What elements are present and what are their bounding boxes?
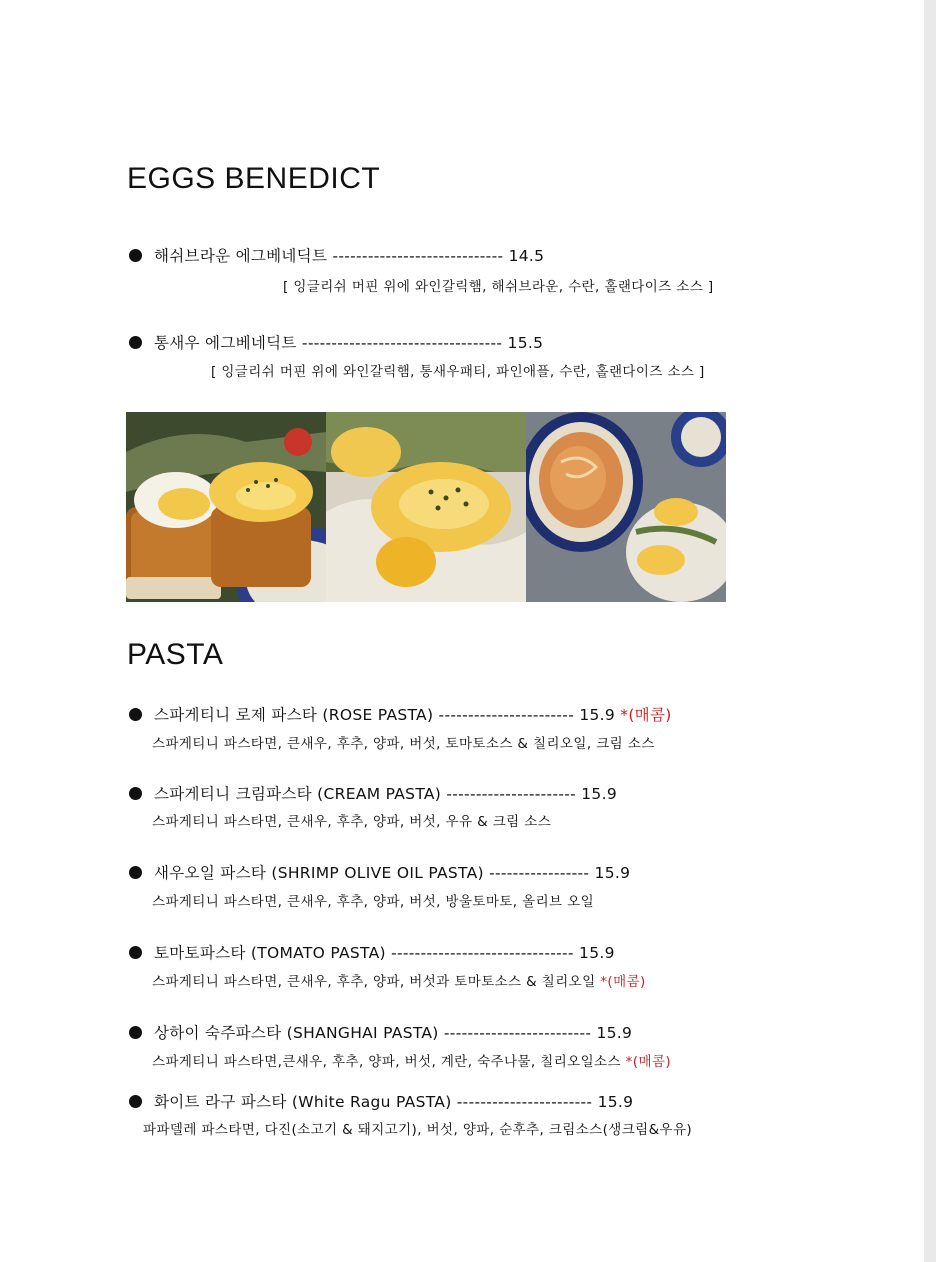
menu-item-hashbrown-benedict — [129, 244, 544, 266]
item-name: 통새우 에그베네딕트 — [154, 334, 297, 352]
item-name: 스파게티니 크림파스타 (CREAM PASTA) — [154, 785, 442, 803]
menu-item-shrimp-oil-pasta — [129, 861, 630, 883]
section-title-eggs-benedict: EGGS BENEDICT — [127, 162, 381, 195]
food-photo-shrimp-benedict — [326, 412, 526, 602]
bullet-icon — [129, 249, 142, 262]
desc-text: 스파게티니 파스타면, 큰새우, 후추, 양파, 버섯과 토마토소스 & 칠리오일 — [152, 974, 596, 990]
bullet-icon — [129, 336, 142, 349]
item-dashes: ----------------------- — [438, 706, 575, 724]
item-price: 14.5 — [508, 247, 545, 265]
item-price: 15.9 — [596, 1024, 633, 1042]
item-description: 파파델레 파스타면, 다진(소고기 & 돼지고기), 버섯, 양파, 순후추, 크림소스(생크림&우유) — [143, 1122, 693, 1138]
item-name: 토마토파스타 (TOMATO PASTA) — [154, 944, 386, 962]
item-description — [152, 1050, 671, 1070]
food-photo-strip — [126, 412, 727, 602]
section-title-pasta: PASTA — [127, 638, 224, 671]
bullet-icon — [129, 1095, 142, 1108]
item-dashes: ------------------------------- — [391, 944, 574, 962]
item-description — [152, 970, 646, 990]
spicy-badge: *(매콤) — [620, 706, 672, 724]
item-description: 스파게티니 파스타면, 큰새우, 후추, 양파, 버섯, 우유 & 크림 소스 — [152, 814, 552, 830]
item-description: [ 잉글리쉬 머핀 위에 와인갈릭햄, 통새우패티, 파인애플, 수란, 홀랜다이즈 소스 ] — [211, 364, 705, 380]
item-description: 스파게티니 파스타면, 큰새우, 후추, 양파, 버섯, 방울토마토, 올리브 오일 — [152, 894, 595, 910]
item-price: 15.9 — [581, 785, 617, 803]
spicy-badge: *(매콤) — [625, 1054, 671, 1070]
food-photo-hashbrown-benedict — [126, 412, 326, 602]
item-price: 15.9 — [579, 944, 615, 962]
bullet-icon — [129, 1026, 142, 1039]
item-name: 해쉬브라운 에그베네딕트 — [154, 247, 328, 265]
item-price: 15.9 — [597, 1093, 634, 1111]
item-price: 15.5 — [507, 334, 544, 352]
item-description: [ 잉글리쉬 머핀 위에 와인갈릭햄, 해쉬브라운, 수란, 홀랜다이즈 소스 ] — [283, 279, 714, 295]
menu-item-white-ragu-pasta — [129, 1090, 633, 1112]
item-name: 화이트 라구 파스타 (White Ragu PASTA) — [154, 1093, 452, 1111]
item-name: 상하이 숙주파스타 (SHANGHAI PASTA) — [154, 1024, 439, 1042]
item-name: 새우오일 파스타 (SHRIMP OLIVE OIL PASTA) — [154, 864, 484, 882]
item-name: 스파게티니 로제 파스타 (ROSE PASTA) — [154, 706, 434, 724]
bullet-icon — [129, 708, 142, 721]
item-price: 15.9 — [594, 864, 631, 882]
scrollbar-track[interactable] — [924, 0, 936, 1262]
item-price: 15.9 — [579, 706, 616, 724]
menu-item-rose-pasta — [129, 703, 672, 725]
item-dashes: ---------------------- — [446, 785, 577, 803]
item-description: 스파게티니 파스타면, 큰새우, 후추, 양파, 버섯, 토마토소스 & 칠리오일, 크림 소스 — [152, 736, 655, 752]
menu-item-shanghai-pasta — [129, 1021, 632, 1043]
desc-text: 스파게티니 파스타면,큰새우, 후추, 양파, 버섯, 계란, 숙주나물, 칠리오일소스 — [152, 1054, 621, 1070]
bullet-icon — [129, 946, 142, 959]
menu-item-tomato-pasta — [129, 941, 615, 963]
item-dashes: ---------------------------------- — [301, 334, 503, 352]
menu-item-cream-pasta — [129, 782, 617, 804]
bullet-icon — [129, 787, 142, 800]
item-dashes: ------------------------- — [443, 1024, 592, 1042]
food-photo-pasta-table — [526, 412, 726, 602]
item-dashes: ----------------------------- — [332, 247, 504, 265]
item-dashes: ----------------------- — [456, 1093, 593, 1111]
menu-item-shrimp-benedict — [129, 331, 543, 353]
bullet-icon — [129, 866, 142, 879]
item-dashes: ----------------- — [489, 864, 590, 882]
spicy-badge: *(매콤) — [600, 974, 646, 990]
